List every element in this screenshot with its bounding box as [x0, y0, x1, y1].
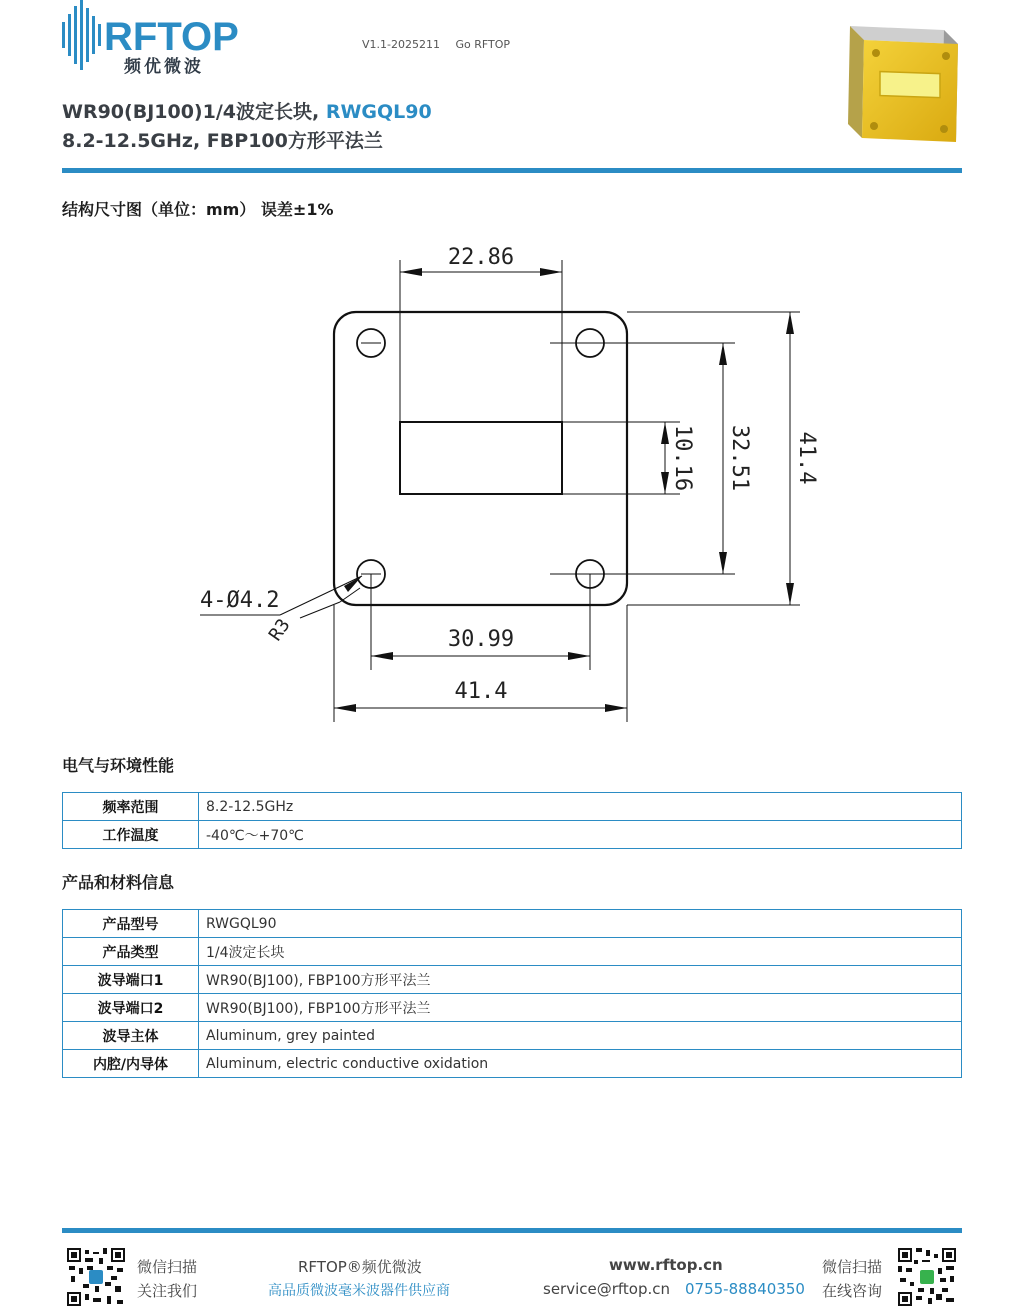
- product-section-title: 产品和材料信息: [62, 873, 175, 892]
- spec-value: Aluminum, grey painted: [199, 1022, 962, 1050]
- product-title: [62, 97, 432, 124]
- waveguide-opening: [400, 422, 562, 494]
- footer-wechat-scan-2: 微信扫描: [822, 1258, 883, 1276]
- spec-value: 8.2-12.5GHz: [199, 793, 962, 821]
- table-row: [63, 994, 962, 1022]
- spec-key: 产品类型: [63, 938, 199, 966]
- spec-key: 内腔/内导体: [63, 1050, 199, 1078]
- footer-slogan: 高品质微波毫米波器件供应商: [268, 1283, 450, 1299]
- svg-text:RFTOP: RFTOP: [104, 15, 239, 59]
- wechat-consult-qr-icon[interactable]: [898, 1248, 956, 1306]
- dim-flange-width: 41.4: [454, 679, 508, 704]
- title-prefix: WR90(BJ100)1/4波定长块,: [62, 101, 326, 123]
- spec-key: 波导端口1: [63, 966, 199, 994]
- dim-holes: 4-Ø4.2: [200, 588, 280, 613]
- footer-phone[interactable]: 0755-88840350: [685, 1280, 805, 1298]
- version-info: [362, 38, 510, 51]
- spec-value: WR90(BJ100), FBP100方形平法兰: [199, 966, 962, 994]
- spec-value: -40℃～+70℃: [199, 821, 962, 849]
- footer-email-link[interactable]: service@rftop.cn: [543, 1280, 671, 1298]
- footer-brand: RFTOP®频优微波: [298, 1258, 422, 1276]
- wechat-follow-qr-icon[interactable]: [67, 1248, 125, 1306]
- footer-divider: [62, 1228, 962, 1233]
- title-code: RWGQL90: [325, 101, 432, 123]
- footer-wechat-scan: 微信扫描: [137, 1258, 198, 1276]
- dim-opening-width: 22.86: [447, 245, 515, 270]
- footer-website-link[interactable]: www.rftop.cn: [609, 1256, 723, 1274]
- version-label: V1.1-2025211: [362, 38, 440, 51]
- dim-hole-spacing-v: 32.51: [727, 424, 752, 492]
- table-row: [63, 910, 962, 938]
- spec-value: RWGQL90: [199, 910, 962, 938]
- table-row: [63, 793, 962, 821]
- table-row: [63, 966, 962, 994]
- table-row: [63, 821, 962, 849]
- electrical-table: [62, 792, 962, 849]
- dim-opening-height: 10.16: [670, 424, 695, 492]
- header-divider: [62, 168, 962, 173]
- product-subtitle: 8.2-12.5GHz, FBP100方形平法兰: [62, 130, 383, 152]
- spec-key: 波导端口2: [63, 994, 199, 1022]
- spec-value: WR90(BJ100), FBP100方形平法兰: [199, 994, 962, 1022]
- table-row: [63, 1050, 962, 1078]
- electrical-section-title: 电气与环境性能: [62, 756, 175, 775]
- spec-key: 频率范围: [63, 793, 199, 821]
- product-image: [836, 8, 964, 150]
- footer-follow-us: 关注我们: [137, 1282, 198, 1300]
- logo-subtitle: 频优微波: [124, 57, 204, 77]
- spec-key: 产品型号: [63, 910, 199, 938]
- footer-consult: 在线咨询: [822, 1282, 883, 1300]
- table-row: [63, 1022, 962, 1050]
- spec-key: 工作温度: [63, 821, 199, 849]
- spec-value: 1/4波定长块: [199, 938, 962, 966]
- dim-flange-height: 41.4: [794, 431, 819, 485]
- dimension-drawing: [190, 240, 840, 730]
- spec-key: 波导主体: [63, 1022, 199, 1050]
- dim-hole-spacing-h: 30.99: [447, 627, 515, 652]
- dim-radius: R3: [264, 615, 295, 645]
- go-rftop-link[interactable]: Go RFTOP: [455, 38, 511, 51]
- product-table: [62, 909, 962, 1078]
- drawing-section-title: 结构尺寸图（单位：mm） 误差±1%: [62, 200, 334, 219]
- table-row: [63, 938, 962, 966]
- spec-value: Aluminum, electric conductive oxidation: [199, 1050, 962, 1078]
